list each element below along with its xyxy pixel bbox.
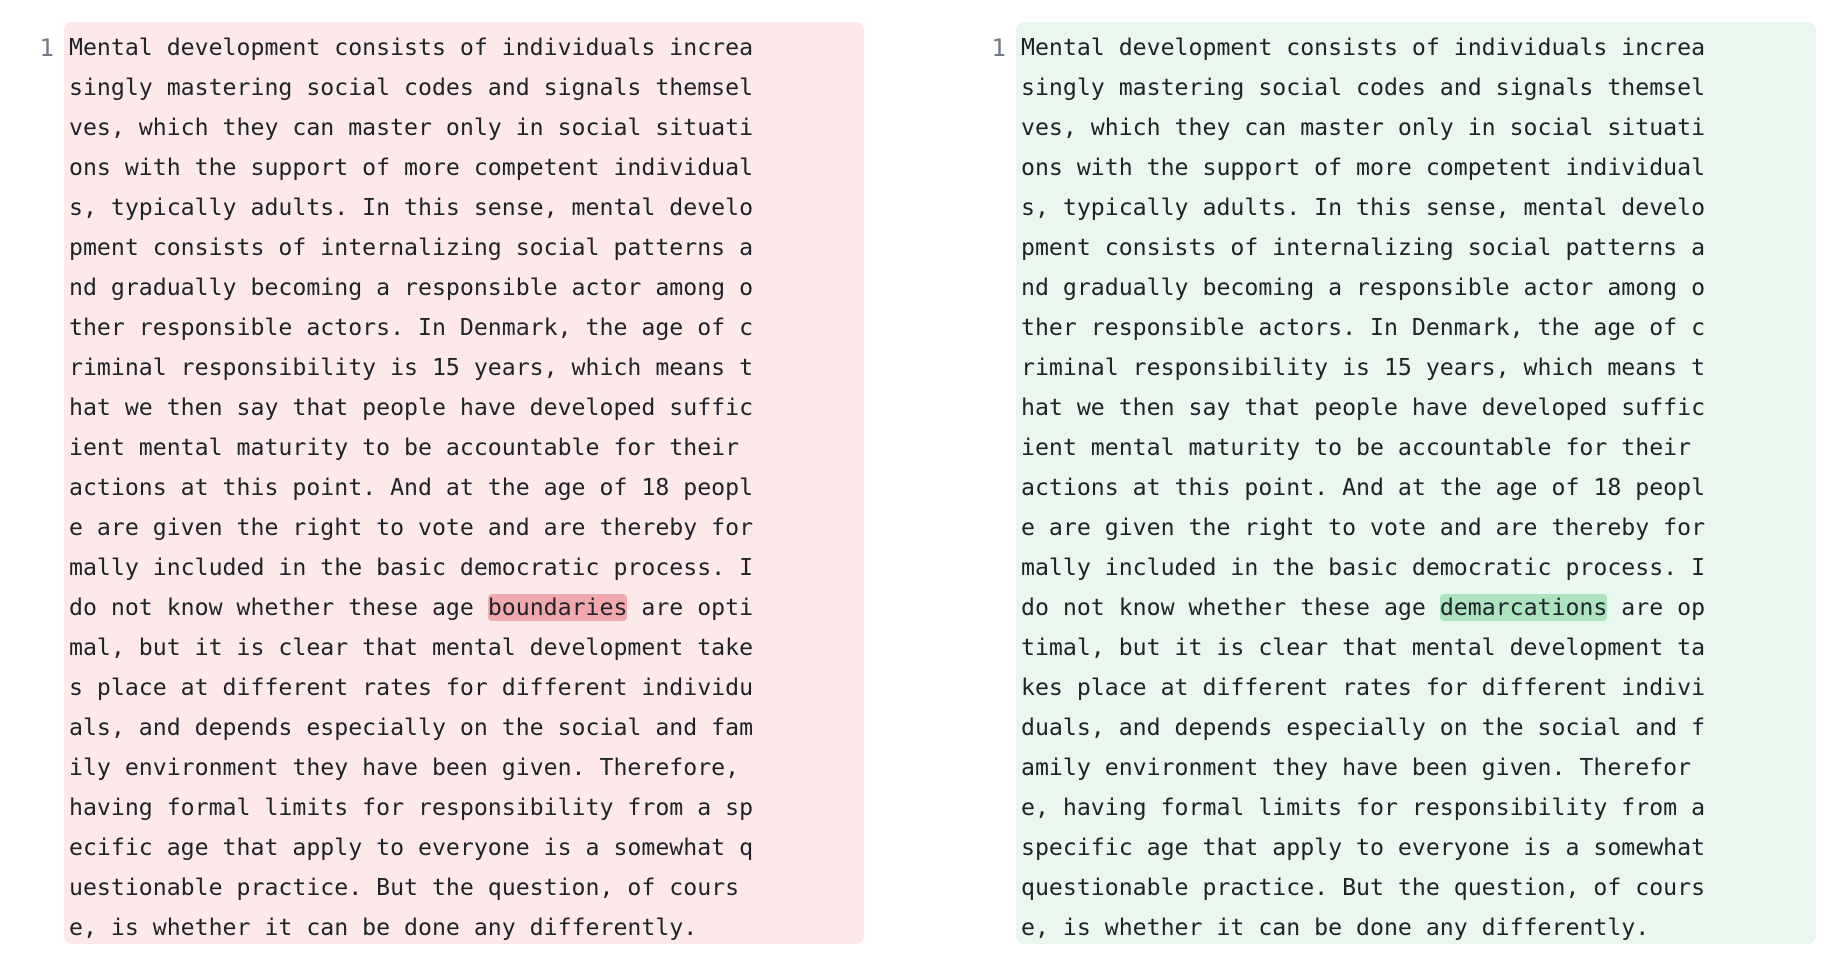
- removed-word-highlight: boundaries: [487, 594, 628, 621]
- text-row: [1021, 468, 1816, 508]
- text-segment: e, having formal limits for responsibility from a: [1021, 794, 1720, 821]
- text-row: [69, 508, 864, 548]
- text-row: [1021, 628, 1816, 668]
- text-segment: timal, but it is clear that mental development ta: [1021, 634, 1706, 661]
- text-segment: uestionable practice. But the question, of cours: [69, 874, 740, 901]
- text-segment: singly mastering social codes and signals themsel: [1021, 74, 1706, 101]
- text-segment: s, typically adults. In this sense, mental develo: [1021, 194, 1706, 221]
- text-segment: mally included in the basic democratic process. I: [69, 554, 754, 581]
- text-segment: als, and depends especially on the social and fam: [69, 714, 754, 741]
- text-segment: riminal responsibility is 15 years, which means t: [69, 354, 754, 381]
- text-segment: questionable practice. But the question, of cours: [1021, 874, 1706, 901]
- text-segment: hat we then say that people have developed suffic: [69, 394, 754, 421]
- text-segment: ient mental maturity to be accountable for their: [69, 434, 754, 461]
- text-segment: actions at this point. And at the age of 18 peopl: [69, 474, 754, 501]
- text-row: [1021, 388, 1816, 428]
- text-segment: ther responsible actors. In Denmark, the age of c: [1021, 314, 1706, 341]
- text-segment: are opti: [627, 594, 754, 621]
- text-row: [1021, 828, 1816, 868]
- text-row: [1021, 108, 1816, 148]
- text-segment: ons with the support of more competent individual: [69, 154, 754, 181]
- text-row: [69, 588, 864, 628]
- text-segment: ily environment they have been given. Therefore,: [69, 754, 754, 781]
- text-row: [69, 348, 864, 388]
- text-row: [1021, 788, 1816, 828]
- text-segment: ves, which they can master only in social situati: [1021, 114, 1706, 141]
- text-row: [69, 388, 864, 428]
- text-row: [1021, 508, 1816, 548]
- added-line-content: [1016, 22, 1816, 944]
- text-row: [69, 748, 864, 788]
- text-row: [69, 108, 864, 148]
- diff-pane-removed: [0, 22, 922, 944]
- text-row: [1021, 28, 1816, 68]
- text-row: [69, 908, 864, 944]
- text-row: [69, 228, 864, 268]
- text-row: [69, 628, 864, 668]
- text-segment: do not know whether these age: [69, 594, 488, 621]
- text-row: [1021, 868, 1816, 908]
- text-segment: e are given the right to vote and are thereby for: [69, 514, 754, 541]
- text-segment: kes place at different rates for different indivi: [1021, 674, 1706, 701]
- text-row: [69, 188, 864, 228]
- text-segment: hat we then say that people have developed suffic: [1021, 394, 1706, 421]
- text-row: [69, 268, 864, 308]
- line-number: 1: [39, 34, 54, 62]
- text-segment: actions at this point. And at the age of 18 peopl: [1021, 474, 1706, 501]
- text-row: [69, 788, 864, 828]
- text-row: [69, 68, 864, 108]
- text-segment: pment consists of internalizing social patterns a: [1021, 234, 1706, 261]
- text-row: [69, 308, 864, 348]
- text-row: [1021, 548, 1816, 588]
- text-segment: are op: [1607, 594, 1706, 621]
- text-segment: e, is whether it can be done any differently.: [1021, 914, 1650, 941]
- text-segment: ient mental maturity to be accountable for their: [1021, 434, 1706, 461]
- text-row: [1021, 348, 1816, 388]
- text-row: [1021, 708, 1816, 748]
- line-number: 1: [991, 34, 1006, 62]
- text-segment: Mental development consists of individuals increa: [1021, 34, 1706, 61]
- text-row: [69, 468, 864, 508]
- text-segment: pment consists of internalizing social patterns a: [69, 234, 754, 261]
- text-segment: mal, but it is clear that mental development take: [69, 634, 754, 661]
- text-segment: ther responsible actors. In Denmark, the age of c: [69, 314, 754, 341]
- text-segment: riminal responsibility is 15 years, which means t: [1021, 354, 1706, 381]
- text-segment: ons with the support of more competent individual: [1021, 154, 1706, 181]
- text-row: [1021, 188, 1816, 228]
- text-row: [69, 708, 864, 748]
- text-segment: Mental development consists of individuals increa: [69, 34, 754, 61]
- text-row: [69, 828, 864, 868]
- text-row: [69, 548, 864, 588]
- text-row: [1021, 228, 1816, 268]
- text-row: [69, 428, 864, 468]
- text-row: [69, 868, 864, 908]
- added-word-highlight: demarcations: [1439, 594, 1608, 621]
- text-row: [1021, 908, 1816, 944]
- text-segment: nd gradually becoming a responsible actor among o: [1021, 274, 1706, 301]
- text-segment: duals, and depends especially on the social and f: [1021, 714, 1706, 741]
- text-segment: amily environment they have been given. Therefor: [1021, 754, 1692, 781]
- text-segment: e, is whether it can be done any differently.: [69, 914, 698, 941]
- text-segment: nd gradually becoming a responsible actor among o: [69, 274, 754, 301]
- text-row: [1021, 428, 1816, 468]
- text-row: [69, 148, 864, 188]
- text-row: [1021, 588, 1816, 628]
- text-row: [1021, 668, 1816, 708]
- text-row: [1021, 148, 1816, 188]
- text-segment: ecific age that apply to everyone is a somewhat q: [69, 834, 754, 861]
- text-segment: s, typically adults. In this sense, mental develo: [69, 194, 754, 221]
- text-segment: singly mastering social codes and signals themsel: [69, 74, 754, 101]
- text-segment: do not know whether these age: [1021, 594, 1440, 621]
- text-segment: s place at different rates for different individu: [69, 674, 754, 701]
- text-segment: specific age that apply to everyone is a somewhat: [1021, 834, 1720, 861]
- diff-pane-added: [952, 22, 1824, 944]
- removed-line-content: [64, 22, 864, 944]
- text-row: [1021, 268, 1816, 308]
- text-row: [1021, 748, 1816, 788]
- text-row: [1021, 68, 1816, 108]
- text-segment: e are given the right to vote and are thereby for: [1021, 514, 1706, 541]
- text-segment: ves, which they can master only in social situati: [69, 114, 754, 141]
- text-row: [1021, 308, 1816, 348]
- text-row: [69, 668, 864, 708]
- text-segment: having formal limits for responsibility from a sp: [69, 794, 754, 821]
- text-segment: mally included in the basic democratic process. I: [1021, 554, 1706, 581]
- text-row: [69, 28, 864, 68]
